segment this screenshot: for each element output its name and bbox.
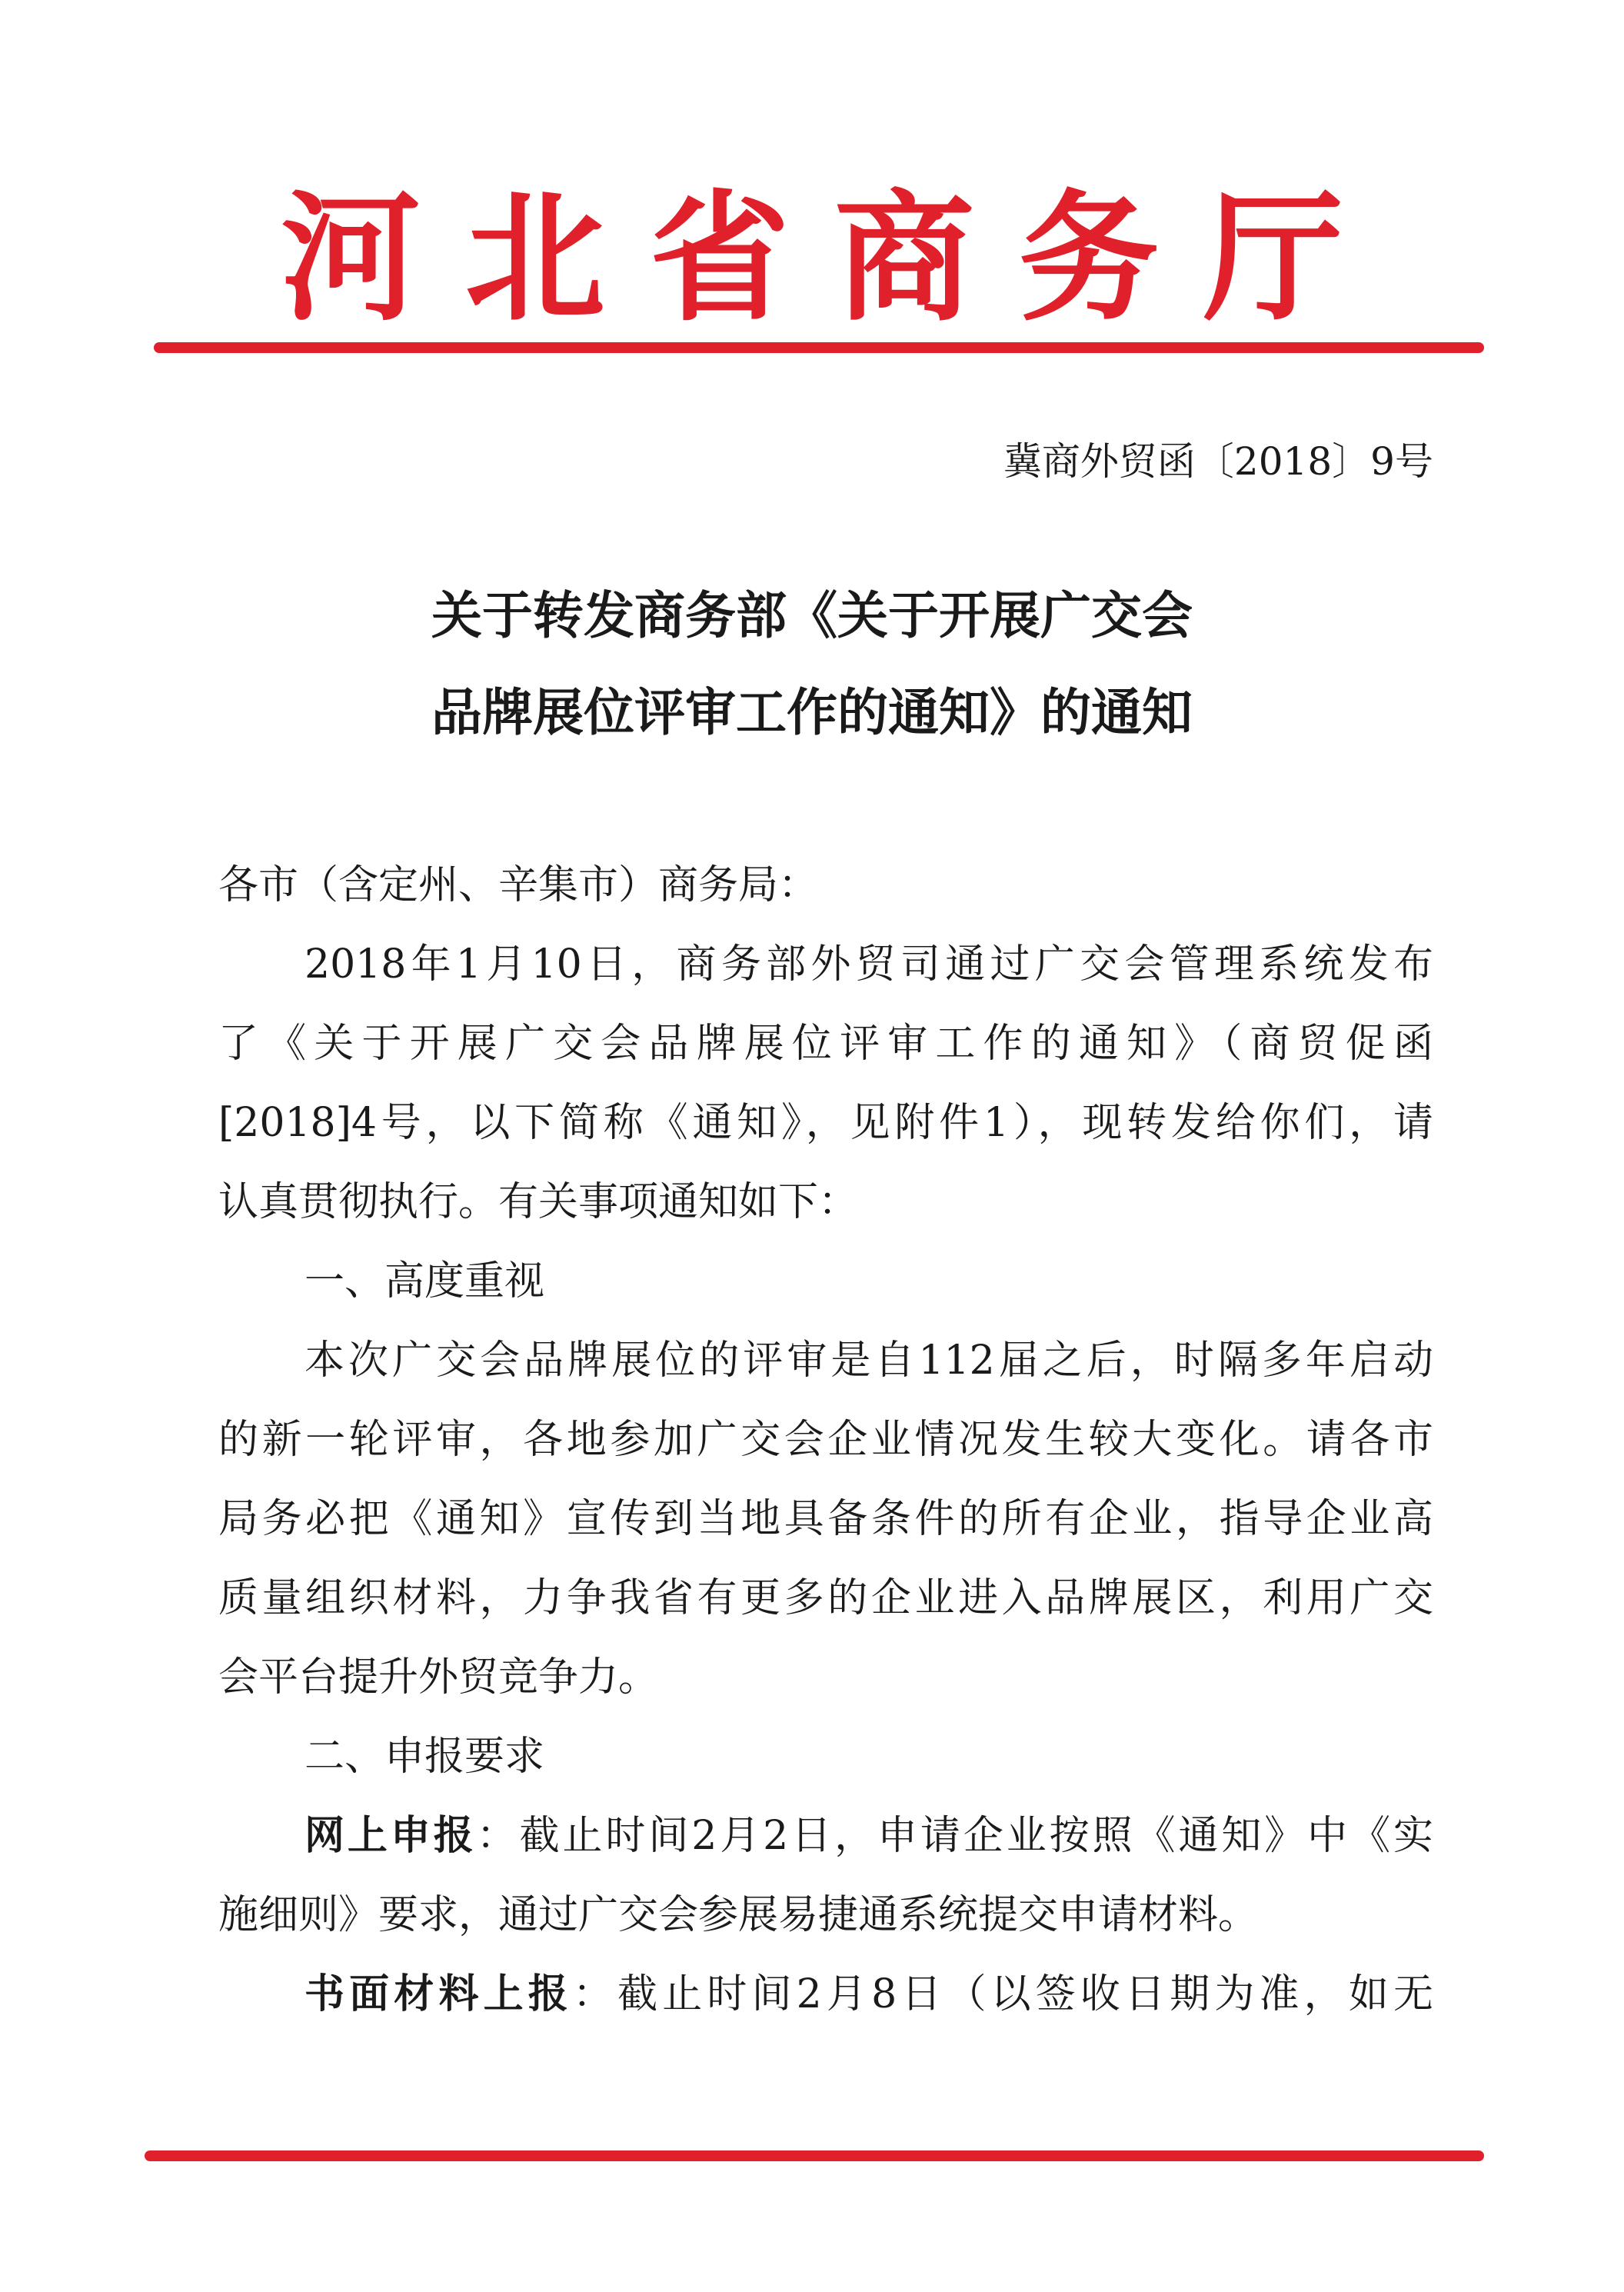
document-number: 冀商外贸函〔2018〕9号	[1003, 439, 1433, 484]
written-submission-text: ：截止时间2月8日（以签收日期为准，如无	[572, 1971, 1433, 2017]
intro-line-2: 了《关于开展广交会品牌展位评审工作的通知》（商贸促函	[218, 1021, 1433, 1067]
section-1-line-4: 质量组织材料，力争我省有更多的企业进入品牌展区，利用广交	[218, 1575, 1433, 1621]
header-red-rule	[154, 342, 1484, 353]
section-1-line-3: 局务必把《通知》宣传到当地具备条件的所有企业，指导企业高	[218, 1496, 1433, 1542]
online-submission-line-1	[218, 1797, 1433, 1876]
footer-red-rule	[145, 2150, 1484, 2161]
online-submission-line-2: 施细则》要求，通过广交会参展易捷通系统提交申请材料。	[218, 1892, 1259, 1938]
online-submission-label: 网上申报	[304, 1813, 477, 1859]
section-1-line-2: 的新一轮评审，各地参加广交会企业情况发生较大变化。请各市	[218, 1417, 1433, 1463]
document-body	[218, 846, 1433, 2034]
title-line-2: 品牌展位评审工作的通知》的通知	[431, 683, 1193, 742]
intro-line-1: 2018年1月10日，商务部外贸司通过广交会管理系统发布	[304, 941, 1433, 988]
title-line-1: 关于转发商务部《关于开展广交会	[431, 586, 1193, 645]
written-submission-line-1	[218, 1955, 1433, 2034]
online-submission-text: ：截止时间2月2日，申请企业按照《通知》中《实	[476, 1813, 1433, 1859]
written-submission-label: 书面材料上报	[304, 1971, 573, 2017]
document-title	[154, 568, 1470, 761]
section-2-heading: 二、申报要求	[304, 1734, 545, 1780]
salutation: 各市（含定州、辛集市）商务局：	[218, 862, 819, 908]
section-1-line-1: 本次广交会品牌展位的评审是自112届之后，时隔多年启动	[304, 1338, 1433, 1384]
org-header-title: 河北省商务厅	[281, 175, 1388, 340]
section-1-line-5: 会平台提升外贸竞争力。	[218, 1654, 659, 1701]
section-1-heading: 一、高度重视	[304, 1258, 545, 1304]
intro-line-3: [2018]4号，以下简称《通知》，见附件1），现转发给你们，请	[218, 1100, 1433, 1146]
intro-line-4: 认真贯彻执行。有关事项通知如下：	[218, 1179, 859, 1225]
